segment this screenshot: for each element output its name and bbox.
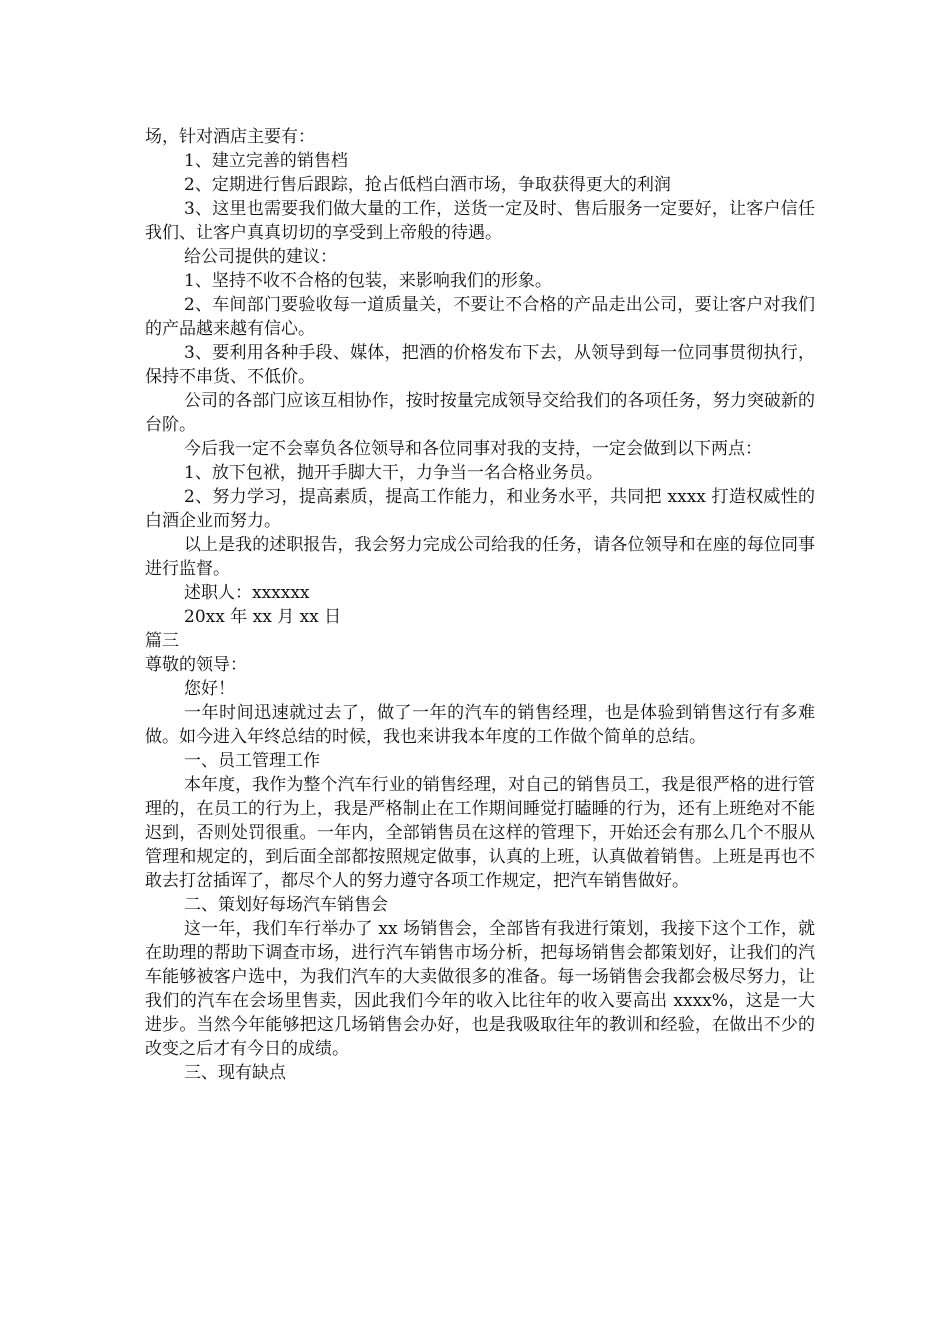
- paragraph: 一、员工管理工作: [184, 751, 320, 771]
- paragraph: 2、定期进行售后跟踪，抢占低档白酒市场，争取获得更大的利润: [184, 175, 671, 195]
- paragraph: 20xx 年 xx 月 xx 日: [184, 607, 342, 627]
- paragraph: 二、策划好每场汽车销售会: [184, 895, 388, 915]
- paragraph: 3、这里也需要我们做大量的工作，送货一定及时、售后服务一定要好，让客户信任我们、让客户真真切切的享受到上帝般的待遇。: [145, 199, 815, 243]
- paragraph: 一年时间迅速就过去了，做了一年的汽车的销售经理，也是体验到销售这行有多难做。如今进入年终总结的时候，我也来讲我本年度的工作做个简单的总结。: [145, 703, 815, 747]
- paragraph: 公司的各部门应该互相协作，按时按量完成领导交给我们的各项任务，努力突破新的台阶。: [145, 391, 815, 435]
- paragraph: 2、车间部门要验收每一道质量关，不要让不合格的产品走出公司，要让客户对我们的产品越来越有信心。: [145, 295, 815, 339]
- paragraph: 以上是我的述职报告，我会努力完成公司给我的任务，请各位领导和在座的每位同事进行监督。: [145, 535, 815, 579]
- paragraph: 尊敬的领导：: [145, 655, 247, 675]
- paragraph: 篇三: [145, 631, 179, 651]
- paragraph: 述职人：xxxxxx: [184, 583, 310, 603]
- paragraph: 场，针对酒店主要有：: [145, 127, 315, 147]
- paragraph: 3、要利用各种手段、媒体，把酒的价格发布下去，从领导到每一位同事贯彻执行，保持不串货、不低价。: [145, 343, 815, 387]
- paragraph: 今后我一定不会辜负各位领导和各位同事对我的支持，一定会做到以下两点：: [184, 439, 762, 459]
- paragraph: 2、努力学习，提高素质，提高工作能力，和业务水平，共同把 xxxx 打造权威性的白酒企业而努力。: [145, 487, 815, 531]
- paragraph: 1、放下包袱，抛开手脚大干，力争当一名合格业务员。: [184, 463, 603, 483]
- paragraph: 给公司提供的建议：: [184, 247, 337, 267]
- paragraph: 1、建立完善的销售档: [184, 151, 348, 171]
- document-body: [145, 125, 815, 1085]
- paragraph: 1、坚持不收不合格的包装，来影响我们的形象。: [184, 271, 552, 291]
- paragraph: 这一年，我们车行举办了 xx 场销售会，全部皆有我进行策划，我接下这个工作，就在助理的帮助下调查市场，进行汽车销售市场分析，把每场销售会都策划好，让我们的汽车能够被客户选中，为我们汽车的大卖做很多的准备。每一场销售会我都会极尽努力，让我们的汽车在会场里售卖，因此我们今年的收入比往年的收入要高出 xxxx%，这是一大进步。当然今年能够把这几场销售会办好，也是我吸取往年的教训和经验，在做出不少的改变之后才有今日的成绩。: [145, 919, 815, 1059]
- paragraph: 三、现有缺点: [184, 1063, 286, 1083]
- paragraph: 您好！: [184, 679, 235, 699]
- paragraph: 本年度，我作为整个汽车行业的销售经理，对自己的销售员工，我是很严格的进行管理的，在员工的行为上，我是严格制止在工作期间睡觉打瞌睡的行为，还有上班绝对不能迟到，否则处罚很重。一年内，全部销售员在这样的管理下，开始还会有那么几个不服从管理和规定的，到后面全部都按照规定做事，认真的上班，认真做着销售。上班是再也不敢去打岔插诨了，都尽个人的努力遵守各项工作规定，把汽车销售做好。: [145, 775, 815, 891]
